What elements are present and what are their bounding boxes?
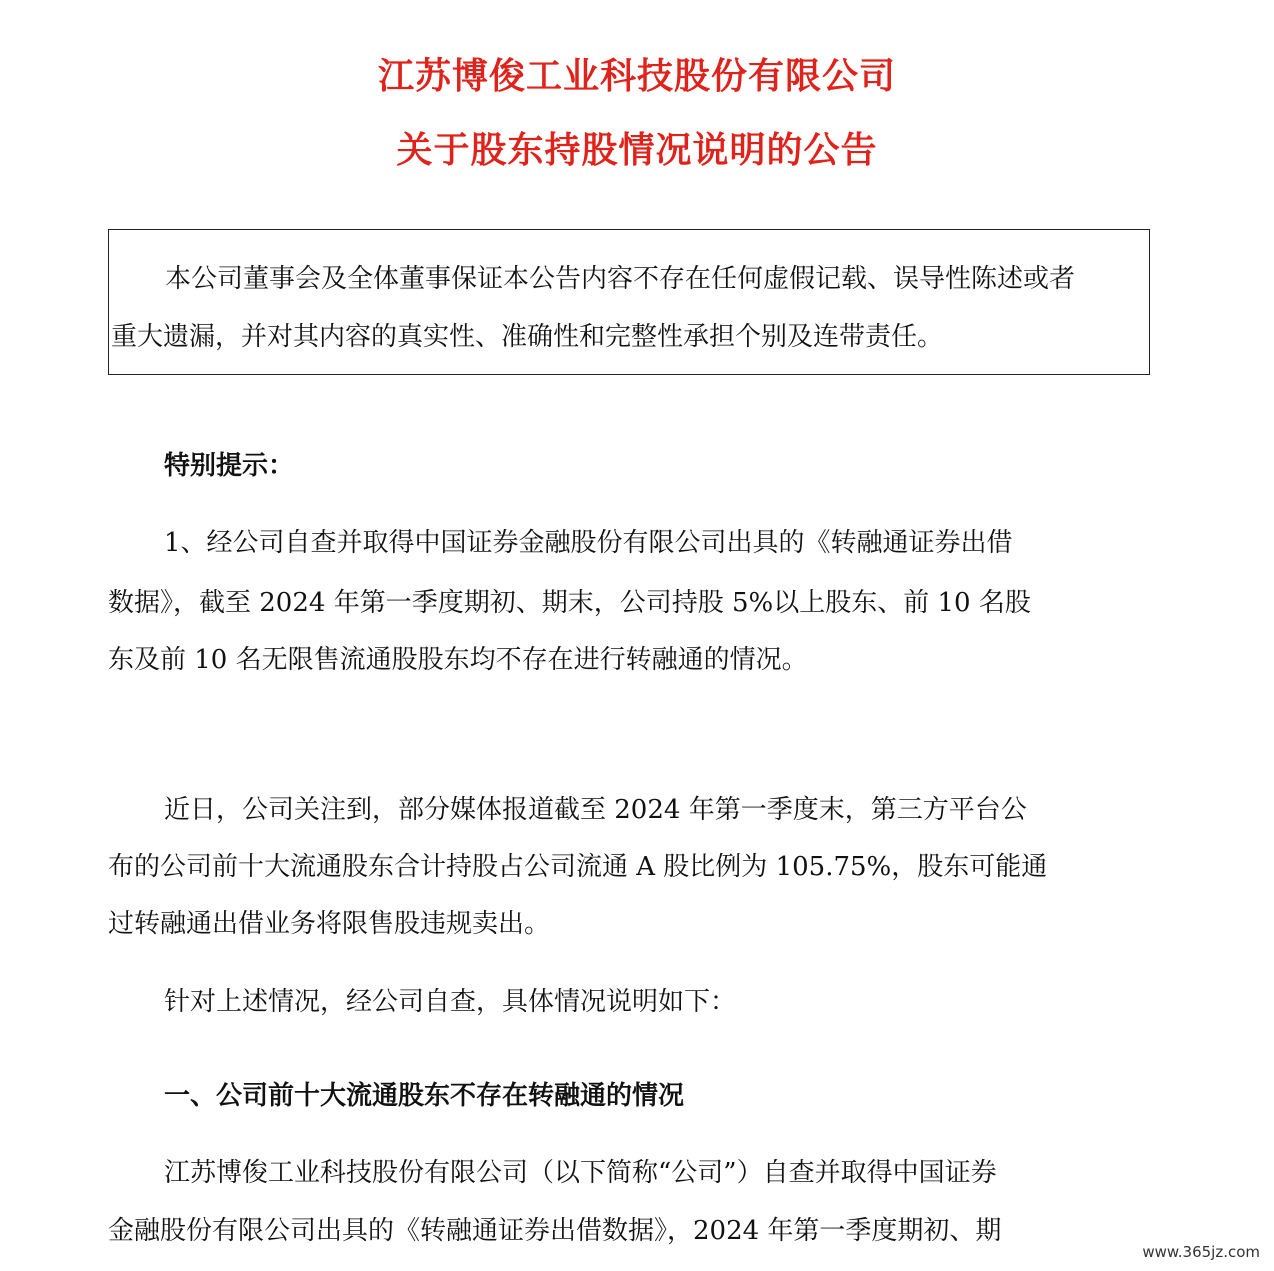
notice-item-1-line-3: 东及前 10 名无限售流通股股东均不存在进行转融通的情况。	[108, 645, 808, 675]
special-notice-heading: 特别提示：	[164, 451, 295, 481]
section-1-heading: 一、公司前十大流通股东不存在转融通的情况	[164, 1081, 685, 1111]
paragraph-3-line-1: 江苏博俊工业科技股份有限公司（以下简称“公司”）自查并取得中国证券	[164, 1158, 997, 1188]
watermark-text: www.365jz.com	[1142, 1243, 1260, 1261]
statement-line-1: 本公司董事会及全体董事保证本公告内容不存在任何虚假记载、误导性陈述或者	[165, 264, 1076, 294]
notice-item-1-line-1: 1、经公司自查并取得中国证券金融股份有限公司出具的《转融通证券出借	[164, 528, 1013, 558]
paragraph-1-line-2: 布的公司前十大流通股东合计持股占公司流通 A 股比例为 105.75%，股东可能通	[108, 852, 1048, 882]
paragraph-1-line-1: 近日，公司关注到，部分媒体报道截至 2024 年第一季度末，第三方平台公	[164, 795, 1027, 825]
company-name-title: 江苏博俊工业科技股份有限公司	[377, 55, 896, 97]
announcement-title: 关于股东持股情况说明的公告	[396, 129, 878, 171]
notice-item-1-line-2: 数据》，截至 2024 年第一季度期初、期末，公司持股 5%以上股东、前 10 名股	[108, 588, 1031, 618]
board-statement-box	[108, 229, 1150, 375]
paragraph-3-line-2: 金融股份有限公司出具的《转融通证券出借数据》，2024 年第一季度期初、期	[108, 1216, 1002, 1246]
statement-line-2: 重大遗漏，并对其内容的真实性、准确性和完整性承担个别及连带责任。	[111, 322, 944, 352]
paragraph-1-line-3: 过转融通出借业务将限售股违规卖出。	[108, 909, 551, 939]
paragraph-2: 针对上述情况，经公司自查，具体情况说明如下：	[164, 987, 737, 1017]
